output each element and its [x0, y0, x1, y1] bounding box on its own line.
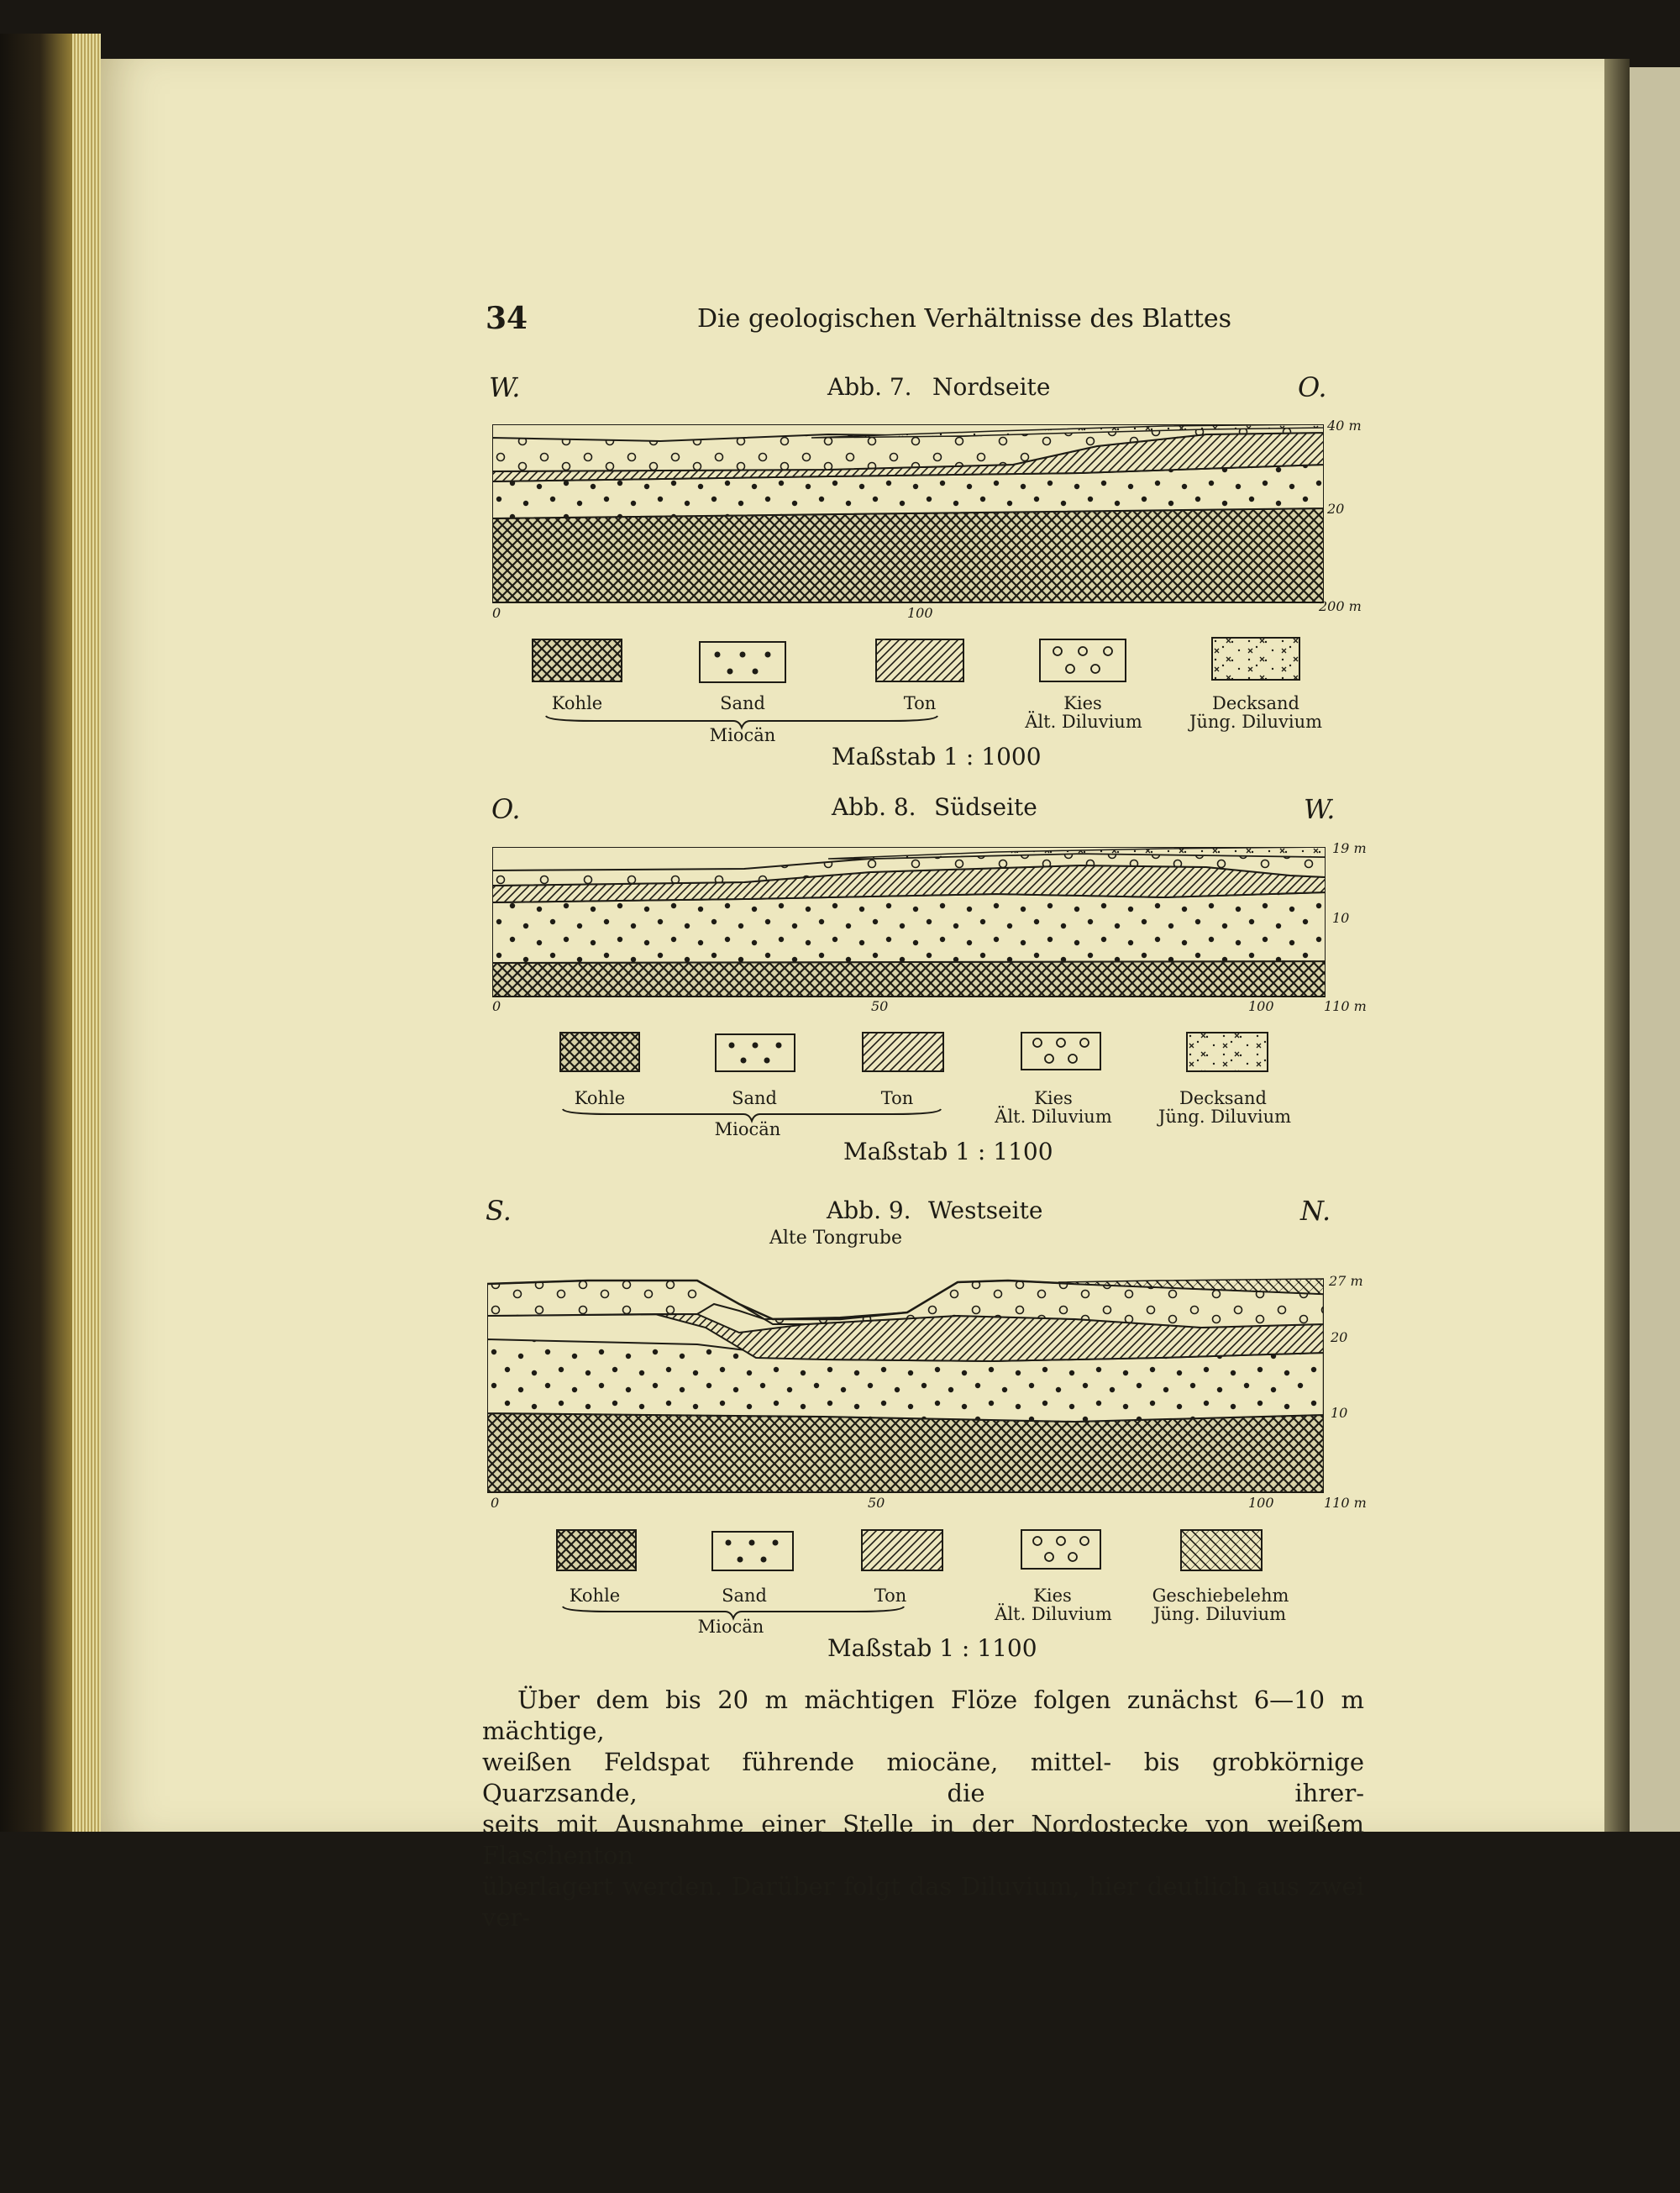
fig7-left-direction: W.	[489, 371, 521, 403]
fig8-legend-ton-swatch	[862, 1032, 944, 1072]
fig8-legend-ton: Ton	[880, 1088, 914, 1108]
fig9-cross-section	[487, 1277, 1324, 1494]
fig9-legend-sand-swatch	[711, 1531, 794, 1571]
fig8-layer-sand	[492, 892, 1326, 963]
fig7-cross-section	[492, 424, 1324, 605]
fig7-legend-kohle: Kohle	[551, 693, 603, 713]
fig7-legend-kies-swatch	[1039, 639, 1126, 682]
fig8-side: Südseite	[934, 793, 1037, 821]
fig7-side: Nordseite	[932, 373, 1051, 401]
fig9-x-100: 100	[1248, 1495, 1274, 1511]
fig8-legend-kies-swatch	[1021, 1032, 1101, 1070]
book-edge-left	[0, 34, 101, 1832]
fig8-scale: Maßstab 1 : 1100	[843, 1138, 1053, 1165]
fig9-depth-top: 27 m	[1329, 1273, 1363, 1289]
fig7-legend-decksand-swatch	[1211, 637, 1300, 681]
fig8-right-direction: W.	[1304, 793, 1336, 825]
fig8-legend-decksand-swatch	[1186, 1032, 1268, 1072]
fig9-legend-kohle-swatch	[556, 1529, 637, 1571]
fig9-legend-sand: Sand	[722, 1586, 767, 1606]
fig7-legend-sand-swatch	[699, 641, 786, 683]
fig7-legend-miocaen: Miocän	[709, 725, 776, 745]
fig8-legend-kohle: Kohle	[574, 1088, 626, 1108]
fig8-legend-kies: Kies	[1034, 1088, 1073, 1108]
fig9-x-50: 50	[868, 1495, 885, 1511]
fig7-legend-kies: Kies	[1063, 693, 1102, 713]
fig8-x-50: 50	[871, 998, 889, 1014]
fig8-legend-sand: Sand	[732, 1088, 777, 1108]
fig8-depth-top: 19 m	[1332, 840, 1367, 856]
fig7-label: Abb. 7.	[827, 373, 912, 401]
fig8-x-0: 0	[492, 998, 501, 1014]
fig8-layer-kohle	[492, 961, 1326, 997]
fig9-left-direction: S.	[486, 1195, 512, 1227]
fig9-legend-ton-swatch	[861, 1529, 943, 1571]
fig9-scale: Maßstab 1 : 1100	[827, 1634, 1037, 1662]
fig9-legend-kies: Kies	[1033, 1586, 1072, 1606]
fig8-legend-decksand: Decksand	[1179, 1088, 1267, 1108]
fig8-cross-section	[492, 847, 1326, 998]
fig9-legend-ton: Ton	[874, 1586, 907, 1606]
fig9-legend-geschiebelehm: Geschiebelehm	[1152, 1586, 1289, 1606]
fig7-legend-sand: Sand	[720, 693, 765, 713]
fig8-label: Abb. 8.	[832, 793, 916, 821]
fig9-x-0: 0	[491, 1495, 500, 1511]
fig9-legend-kohle: Kohle	[569, 1586, 621, 1606]
page-number: 34	[486, 301, 528, 336]
paragraph-line-1: Über dem bis 20 m mächtigen Flöze folgen zunächst 6—10 m mächtige,	[482, 1686, 1364, 1745]
fig7-legend-ton-swatch	[875, 639, 964, 682]
fig7-x-0: 0	[492, 605, 501, 621]
fig7-legend-kohle-swatch	[532, 639, 622, 682]
body-paragraph	[482, 1685, 1364, 1933]
fig8-legend-sand-swatch	[715, 1033, 795, 1072]
fig9-layer-kohle	[487, 1413, 1324, 1492]
fig8-legend-alt-diluvium: Ält. Diluvium	[995, 1107, 1112, 1127]
paragraph-line-3: seits mit Ausnahme einer Stelle in der Nordostecke von weißem Flaschenton	[482, 1810, 1364, 1870]
fig9-right-direction: N.	[1300, 1195, 1331, 1227]
fig7-legend-ton: Ton	[903, 693, 937, 713]
fig9-depth-10: 10	[1331, 1405, 1348, 1421]
fig8-left-direction: O.	[491, 793, 521, 825]
fig9-depth-20: 20	[1331, 1329, 1348, 1345]
gutter-shadow	[1604, 59, 1630, 1832]
fig7-right-direction: O.	[1298, 371, 1327, 403]
page-edges	[72, 34, 101, 1832]
paragraph-line-2: weißen Feldspat führende miocäne, mittel- bis grobkörnige Quarzsande, die ihrer-	[482, 1748, 1364, 1807]
fig7-scale: Maßstab 1 : 1000	[832, 743, 1042, 770]
fig8-depth-mid: 10	[1332, 910, 1350, 926]
fig7-x-200: 200 m	[1319, 598, 1362, 614]
fig7-depth-top: 40 m	[1327, 418, 1362, 434]
fig8-x-100: 100	[1248, 998, 1274, 1014]
fig9-x-110: 110 m	[1324, 1495, 1367, 1511]
fig8-legend-jung-diluvium: Jüng. Diluvium	[1158, 1107, 1292, 1127]
next-page-edge	[1630, 67, 1680, 1832]
fig9-legend-kies-swatch	[1021, 1529, 1101, 1570]
paragraph-line-4: überlagert werden. Darüber folgt das Diluvium, hier deutlich aus zwei ver-	[482, 1872, 1364, 1932]
fig9-legend-alt-diluvium: Ält. Diluvium	[995, 1604, 1112, 1624]
fig9-legend-jung-diluvium: Jüng. Diluvium	[1152, 1604, 1287, 1624]
fig7-legend-jung-diluvium: Jüng. Diluvium	[1189, 712, 1323, 732]
fig7-legend-decksand: Decksand	[1211, 693, 1299, 713]
fig9-label: Abb. 9.	[827, 1196, 911, 1224]
fig9-side: Westseite	[928, 1196, 1043, 1224]
fig9-legend-geschiebelehm-swatch	[1180, 1529, 1263, 1571]
fig7-legend-alt-diluvium: Ält. Diluvium	[1025, 712, 1142, 732]
running-head-title: Die geologischen Verhältnisse des Blattes	[697, 304, 1232, 334]
fig9-subtitle: Alte Tongrube	[769, 1228, 903, 1249]
fig8-x-110: 110 m	[1324, 998, 1367, 1014]
fig8-legend-miocaen: Miocän	[714, 1119, 781, 1139]
fig7-x-100: 100	[907, 605, 933, 621]
fig9-legend-miocaen: Miocän	[697, 1617, 764, 1637]
fig7-layer-kohle	[492, 508, 1324, 602]
fig7-depth-mid: 20	[1327, 501, 1345, 517]
fig8-legend-kohle-swatch	[559, 1032, 640, 1072]
